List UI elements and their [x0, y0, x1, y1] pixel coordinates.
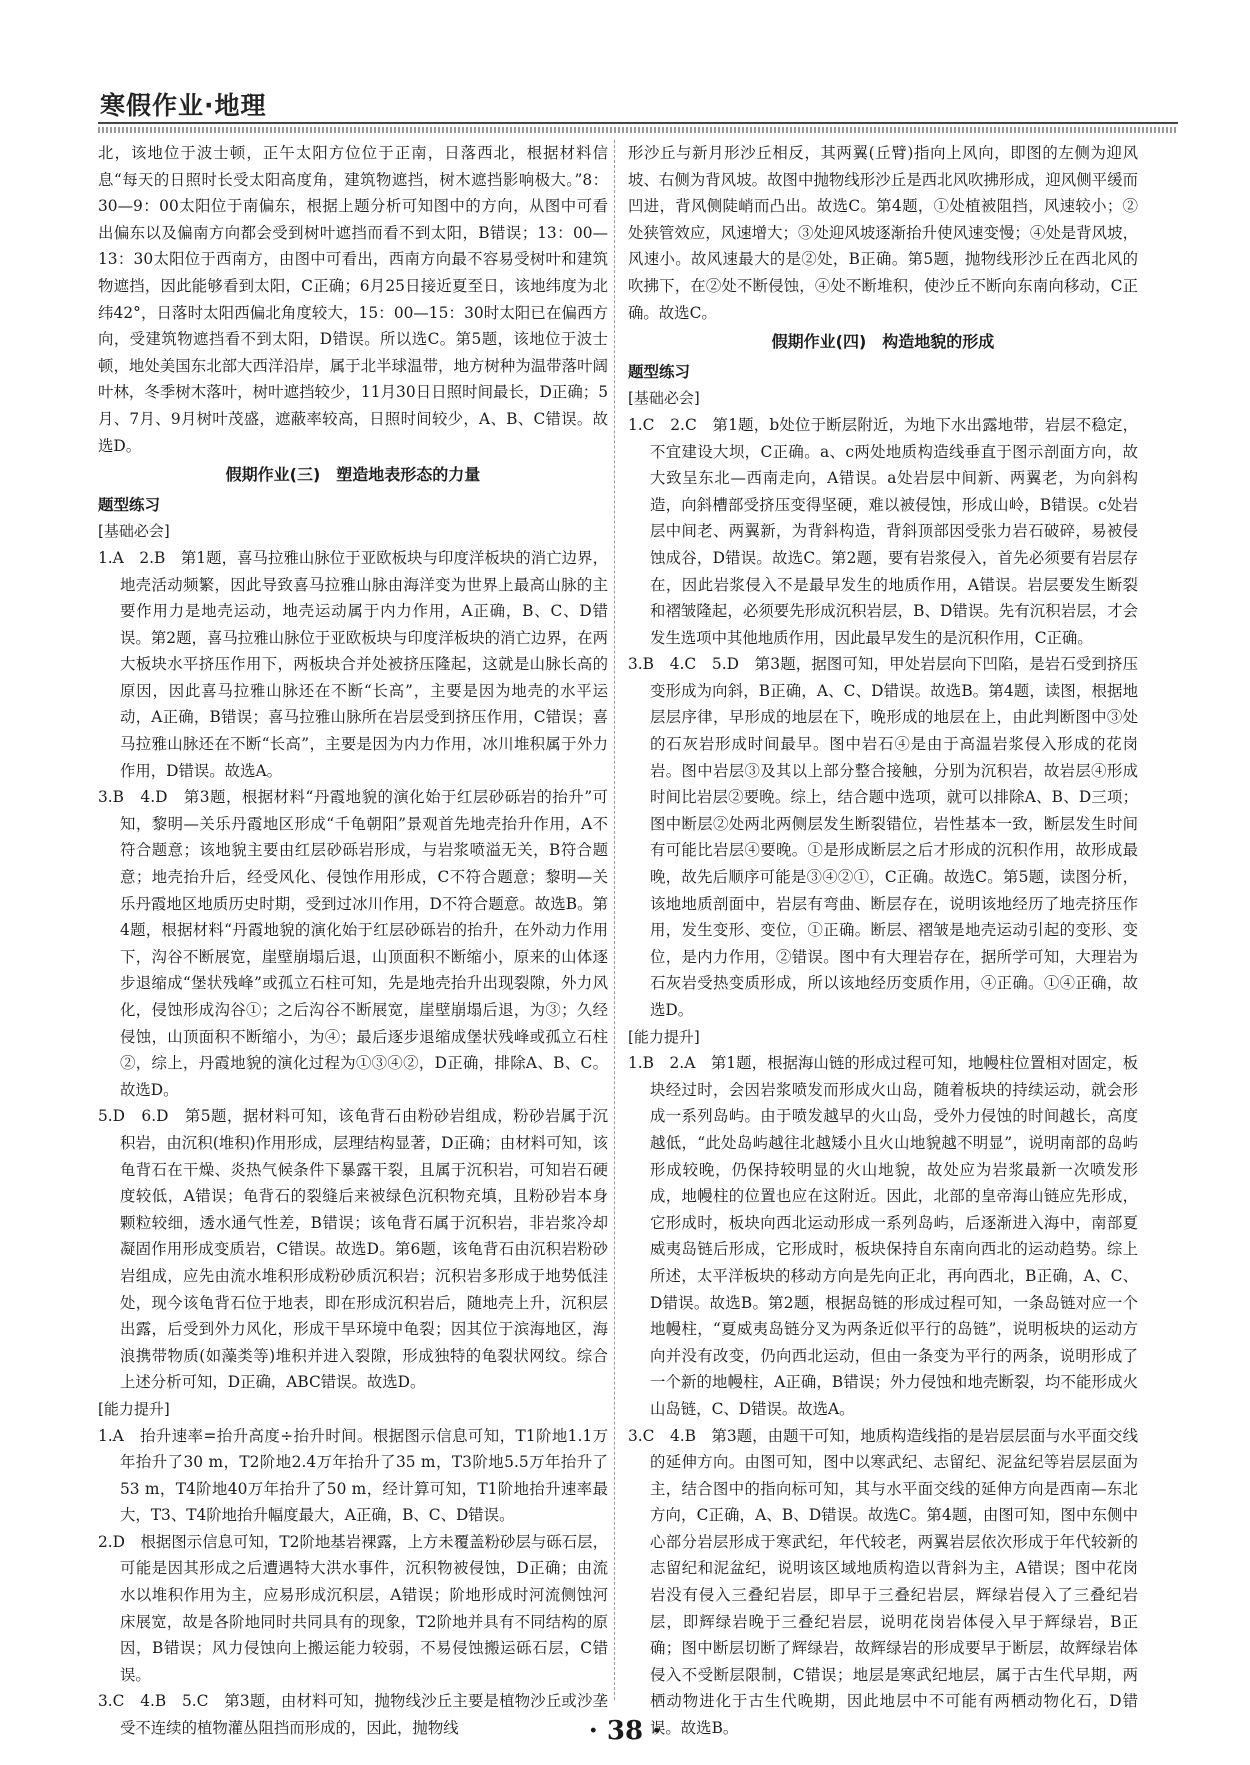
- answer-item: 3.C 4.B 第3题，由题干可知，地质构造线指的是岩层层面与水平面交线的延伸方向。由图可知，图中以寒武纪、志留纪、泥盆纪等岩层层面为主，结合图中的指向标可知，其与水平面交线的延伸方向是西南—东北方向，C正确，A、B、D错误。故选C。第4题，由图可知，图中东侧中心部分岩层形成于寒武纪，年代较老，两翼岩层依次形成于年代较新的志留纪和泥盆纪，说明该区域地质构造以背斜为主，A错误；图中花岗岩没有侵入三叠纪岩层，即早于三叠纪岩层，辉绿岩侵入了三叠纪岩层，即辉绿岩晚于三叠纪岩层，说明花岗岩体侵入早于辉绿岩，B正确；图中断层切断了辉绿岩，故辉绿岩的形成要早于断层，故辉绿岩体侵入不受断层限制，C错误；地层是寒武纪地层，属于古生代早期，两栖动物进化于古生代晚期，因此地层中不可能有两栖动物化石，D错误。故选B。: [628, 1426, 1138, 1738]
- page-number: · 38 ·: [588, 1716, 662, 1746]
- answer-item: 1.A 2.B 第1题，喜马拉雅山脉位于亚欧板块与印度洋板块的消亡边界，地壳活动频繁，因此导致喜马拉雅山脉由海洋变为世界上最高山脉的主要作用力是地壳运动，地壳运动属于内力作用，A正确，B、C、D错误。第2题，喜马拉雅山脉位于亚欧板块与印度洋板块的消亡边界，在两大板块水平挤压作用下，两板块合并处被挤压隆起，这就是山脉长高的原因，因此喜马拉雅山脉还在不断“长高”，主要是因为地壳的水平运动，A正确，B错误；喜马拉雅山脉所在岩层受到挤压作用，C错误；喜马拉雅山脉还在不断“长高”，主要是因为内力作用，冰川堆积属于外力作用，D错误。故选A。: [98, 548, 608, 780]
- header-dotted-rule: [98, 127, 1178, 133]
- header-rule: [98, 122, 1178, 124]
- answer-item: 5.D 6.D 第5题，据材料可知，该龟背石由粉砂岩组成，粉砂岩属于沉积岩，由沉积(堆积)作用形成，层理结构显著，D正确；由材料可知，该龟背石在干燥、炎热气候条件下暴露干裂，且属于沉积岩，可知岩石硬度较低，A错误；龟背石的裂缝后来被绿色沉积物充填，且粉砂岩本身颗粒较细，透水通气性差，B错误；该龟背石属于沉积岩，非岩浆冷却凝固作用形成变质岩，C错误。故选D。第6题，该龟背石由沉积岩粉砂岩组成，应先由流水堆积形成粉砂质沉积岩；沉积岩多形成于地势低洼处，现今该龟背石位于地表，即在形成沉积岩后，随地壳上升，沉积层出露，后受到外力风化，形成干旱环境中龟裂；因其位于滨海地区，海浪携带物质(如藻类等)堆积并进入裂隙，形成独特的龟裂状网纹。综合上述分析可知，D正确，ABC错误。故选D。: [98, 1107, 608, 1392]
- answer-item: 2.D 根据图示信息可知，T2阶地基岩裸露，上方未覆盖粉砂层与砾石层，可能是因其形成之后遭遇特大洪水事件，沉积物被侵蚀，D正确；由流水以堆积作用为主，应易形成沉积层，A错误；阶地形成时河流侧蚀河床展宽，故是各阶地同时共同具有的现象，T2阶地并具有不同结构的原因，B错误；风力侵蚀向上搬运能力较弱，不易侵蚀搬运砾石层，C错误。: [98, 1532, 608, 1684]
- page-header: [98, 82, 1178, 126]
- answer-item: 3.B 4.D 第3题，根据材料“丹霞地貌的演化始于红层砂砾岩的抬升”可知，黎明—关乐丹霞地区形成“千龟朝阳”景观首先地壳抬升作用，A不符合题意；该地貌主要由红层砂砾岩形成，与岩浆喷溢无关，B符合题意；地壳抬升后，经受风化、侵蚀作用形成，C不符合题意；黎明—关乐丹霞地区地质历史时期，受到过冰川作用，D不符合题意。故选B。第4题，根据材料“丹霞地貌的演化始于红层砂砾岩的抬升，在外动力作用下，沟谷不断展宽，崖壁崩塌后退，山顶面积不断缩小，原来的山体逐步退缩成“堡状残峰”或孤立石柱可知，先是地壳抬升出现裂隙，外力风化，侵蚀形成沟谷①；之后沟谷不断展宽，崖壁崩塌后退，为③；久经侵蚀，山顶面积不断缩小，为④；最后逐步退缩成堡状残峰或孤立石柱②，综上，丹霞地貌的演化过程为①③④②，D正确，排除A、B、C。故选D。: [98, 788, 608, 1099]
- left-column: [98, 140, 608, 1742]
- ability-tag: [能力提升]: [98, 1399, 170, 1418]
- column-divider: [614, 140, 615, 1700]
- answer-item: 3.C 4.B 5.C 第3题，由材料可知，抛物线沙丘主要是植物沙丘或沙垄受不连续的植物灌丛阻挡而形成的，因此，抛物线: [98, 1692, 608, 1738]
- header-title: 寒假作业·地理: [100, 91, 267, 120]
- practice-label: 题型练习: [628, 362, 691, 381]
- answer-item: 1.B 2.A 第1题，根据海山链的形成过程可知，地幔柱位置相对固定，板块经过时，会因岩浆喷发而形成火山岛，随着板块的持续运动，就会形成一系列岛屿。由于喷发越早的火山岛，受外力侵蚀的时间越长，高度越低，“此处岛屿越往北越矮小且火山地貌越不明显”，说明南部的岛屿形成较晚，仍保持较明显的火山地貌，故处应为岩浆最新一次喷发形成，地幔柱的位置也应在这附近。因此，北部的皇帝海山链应先形成，它形成时，板块向西北运动形成一系列岛屿，后逐渐进入海中，南部夏威夷岛链后形成，它形成时，板块保持自东南向西北的运动趋势。综上所述，太平洋板块的移动方向是先向正北，再向西北，B正确，A、C、D错误。故选B。第2题，根据岛链的形成过程可知，一条岛链对应一个地幔柱，“夏威夷岛链分叉为两条近似平行的岛链”，说明板块的运动方向并没有改变，仍向西北运动，但由一条变为平行的两条，说明形成了一个新的地幔柱，A正确，B错误；外力侵蚀和地壳断裂，均不能形成火山岛链，C、D错误。故选A。: [628, 1054, 1138, 1418]
- ability-tag: [能力提升]: [628, 1027, 700, 1046]
- answer-item: 1.A 抬升速率=抬升高度÷抬升时间。根据图示信息可知，T1阶地1.1万年抬升了30 m，T2阶地2.4万年抬升了35 m，T3阶地5.5万年抬升了53 m，T4阶地40万年抬升了50 m，经计算可知，T1阶地抬升速率最大，T3、T4阶地抬升幅度最大，A正确，B、C、D错误。: [98, 1426, 608, 1525]
- answer-item: 1.C 2.C 第1题，b处位于断层附近，为地下水出露地带，岩层不稳定，不宜建设大坝，C正确。a、c两处地质构造线垂直于图示剖面方向，故大致呈东北—西南走向，A错误。a处岩层中间新、两翼老，为向斜构造，向斜槽部受挤压变得坚硬，难以被侵蚀，形成山岭，B错误。c处岩层中间老、两翼新，为背斜构造，背斜顶部因受张力岩石破碎，易被侵蚀成谷，D错误。故选C。第2题，要有岩浆侵入，首先必须要有岩层存在，因此岩浆侵入不是最早发生的地质作用，A错误。岩层要发生断裂和褶皱隆起，必须要先形成沉积岩层，B、D错误。先有沉积岩层，才会发生选项中其他地质作用，因此最早发生的是沉积作用，C正确。: [628, 415, 1138, 647]
- section-title: 假期作业(三) 塑造地表形态的力量: [225, 465, 481, 485]
- basic-tag: [基础必会]: [98, 522, 170, 541]
- section-title: 假期作业(四) 构造地貌的形成: [771, 332, 995, 352]
- basic-tag: [基础必会]: [628, 389, 700, 408]
- continued-answer: 形沙丘与新月形沙丘相反，其两翼(丘臂)指向上风向，即图的左侧为迎风坡、右侧为背风坡。故图中抛物线形沙丘是西北风吹拂形成，迎风侧平缓而凹进，背风侧陡峭而凸出。故选C。第4题，①处植被阻挡，风速较小；②处狭管效应，风速增大；③处迎风坡逐渐抬升使风速变慢；④处是背风坡，风速小。故风速最大的是②处，B正确。第5题，抛物线形沙丘在西北风的吹拂下，在②处不断侵蚀，④处不断堆积，使沙丘不断向东南向移动，C正确。故选C。: [628, 144, 1138, 322]
- answer-item: 3.B 4.C 5.D 第3题，据图可知，甲处岩层向下凹陷，是岩石受到挤压变形成为向斜，B正确，A、C、D错误。故选B。第4题，读图，根据地层层序律，早形成的地层在下，晚形成的地层在上，由此判断图中③处的石灰岩形成时间最早。图中岩石④是由于高温岩浆侵入形成的花岗岩。图中岩层③及其以上部分整合接触，分别为沉积岩，故岩层④形成时间比岩层②要晚。综上，结合题中选项，就可以排除A、B、D三项；图中断层②处两北两侧层发生断裂错位，岩性基本一致，断层发生时间有可能比岩层④要晚。①是形成断层之后才形成的沉积作用，故形成最晚，故先后顺序可能是③④②①，C正确。故选C。第5题，读图分析，该地地质剖面中，岩层有弯曲、断层存在，说明该地经历了地壳挤压作用，发生变形、变位，①正确。断层、褶皱是地壳运动引起的变形、变位，是内力作用，②错误。图中有大理岩存在，据所学可知，大理岩为石灰岩受热变质形成，所以该地经历变质作用，④正确。①④正确，故选D。: [628, 655, 1138, 1019]
- right-column: [628, 140, 1138, 1742]
- practice-label: 题型练习: [98, 495, 161, 514]
- continued-answer: 北，该地位于波士顿，正午太阳方位位于正南，日落西北，根据材料信息“每天的日照时长受太阳高度角，建筑物遮挡，树木遮挡影响极大。”8：30—9：00太阳位于南偏东，根据上题分析可知图中的方向，从图中可看出偏东以及偏南方向都会受到树叶遮挡而看不到太阳，B错误；13：00—13：30太阳位于西南方，由图中可看出，西南方向最不容易受树叶和建筑物遮挡，因此能够看到太阳，C正确；6月25日接近夏至日，该地纬度为北纬42°，日落时太阳西偏北角度较大，15：00—15：30时太阳已在偏西方向，受建筑物遮挡看不到太阳，D错误。所以选C。第5题，该地位于波士顿，地处美国东北部大西洋沿岸，属于北半球温带，地方树种为温带落叶阔叶林，冬季树木落叶，树叶遮挡较少，11月30日日照时间最长，D正确；5月、7月、9月树叶茂盛，遮蔽率较高，日照时间较少，A、B、C错误。故选D。: [98, 144, 608, 455]
